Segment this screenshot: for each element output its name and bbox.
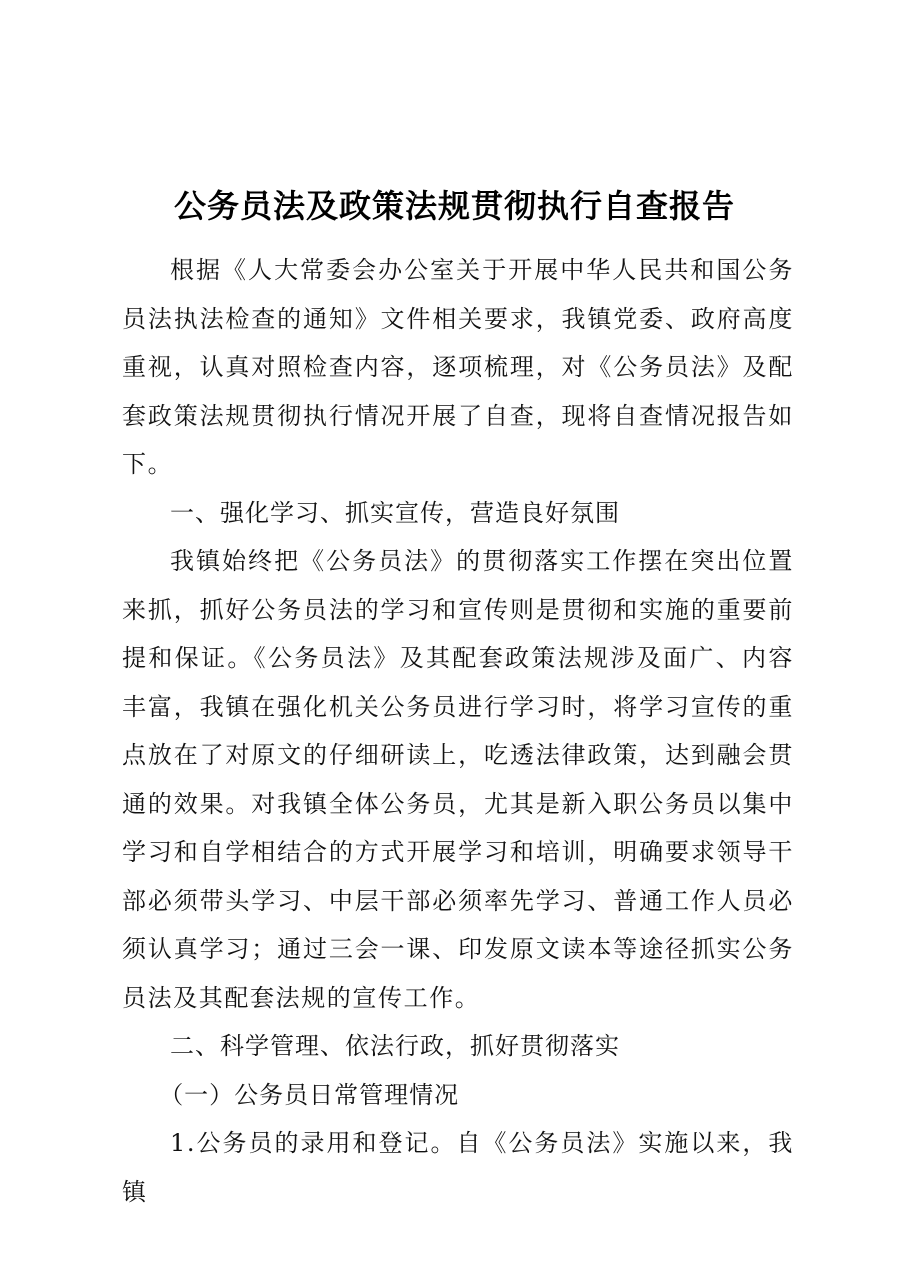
paragraph-intro: 根据《人大常委会办公室关于开展中华人民共和国公务员法执法检查的通知》文件相关要求，我镇党委、政府高度重视，认真对照检查内容，逐项梳理，对《公务员法》及配套政策法规贯彻执行情况开展了自查，现将自查情况报告如下。 xyxy=(122,256,794,478)
paragraph-recruitment: 1.公务员的录用和登记。自《公务员法》实施以来，我镇 xyxy=(122,1129,794,1206)
document-title: 公务员法及政策法规贯彻执行自查报告 xyxy=(173,187,735,226)
section-heading-1: 一、强化学习、抓实宣传，营造良好氛围 xyxy=(170,498,620,527)
paragraph-study-publicity: 我镇始终把《公务员法》的贯彻落实工作摆在突出位置来抓，抓好公务员法的学习和宣传则是贯彻和实施的重要前提和保证。《公务员法》及其配套政策法规涉及面广、内容丰富，我镇在强化机关公务员进行学习时，将学习宣传的重点放在了对原文的仔细研读上，吃透法律政策，达到融会贯通的效果。对我镇全体公务员，尤其是新入职公务员以集中学习和自学相结合的方式开展学习和培训，明确要求领导干部必须带头学习、中层干部必须率先学习、普通工作人员必须认真学习；通过三会一课、印发原文读本等途径抓实公务员法及其配套法规的宣传工作。 xyxy=(122,547,794,1012)
subsection-heading-1: （一）公务员日常管理情况 xyxy=(159,1080,460,1109)
section-heading-2: 二、科学管理、依法行政，抓好贯彻落实 xyxy=(170,1032,620,1060)
document-body xyxy=(122,246,794,1216)
